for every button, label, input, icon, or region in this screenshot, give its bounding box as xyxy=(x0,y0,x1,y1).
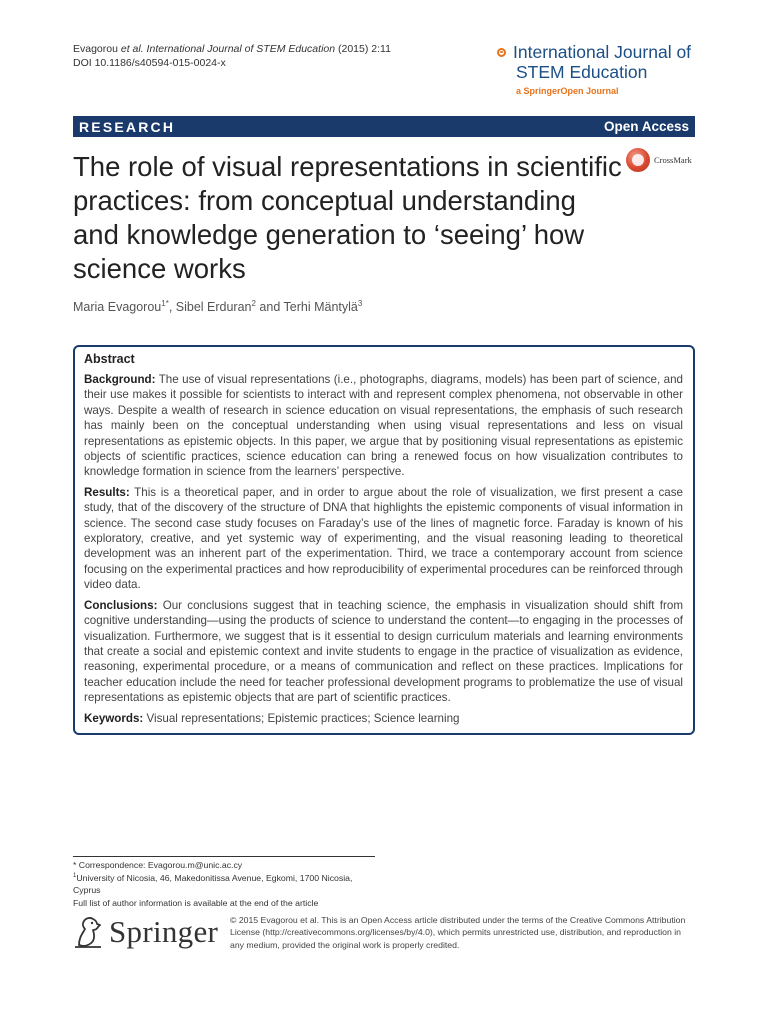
citation-etal: et al. xyxy=(120,43,144,55)
abstract-keywords xyxy=(84,711,683,726)
footnote-divider xyxy=(73,856,375,857)
citation-volume: (2015) 2:11 xyxy=(335,43,391,55)
article-title: The role of visual representations in scientific practices: from conceptual understanding and knowledge generation to ‘seeing’ how science works xyxy=(73,151,622,284)
crossmark-icon xyxy=(626,148,650,172)
journal-logo[interactable] xyxy=(497,42,697,96)
article-type-banner xyxy=(73,116,695,137)
springer-wordmark: Springer xyxy=(109,914,219,949)
abstract-heading: Abstract xyxy=(84,352,135,366)
keywords-text: Visual representations; Epistemic practices; Science learning xyxy=(143,711,460,725)
author-name[interactable]: and Terhi Mäntylä xyxy=(255,300,358,314)
author-affiliation-sup: 3 xyxy=(357,298,363,308)
springer-logo[interactable] xyxy=(73,914,218,950)
abstract-box xyxy=(73,345,695,735)
author-list xyxy=(73,300,362,314)
background-label: Background: xyxy=(84,373,156,386)
conclusions-text: Our conclusions suggest that in teaching science, the emphasis in visualization should shift from cognitive understanding—using the products of science to understand the content—to engaging in the processes of visualization. Furthermore, we suggest that is it essential to design curriculum materials and learning environments that create a social and epistemic context and invite students to engage in the practice of visualization as evidence, reasoning, experimental procedure, or a means of communication and reflect on these practices. Implications for teacher education include the need for teacher professional development programs to problematize the use of visual representations as epistemic objects that are part of scientific practices. xyxy=(84,598,683,705)
author-info-note: Full list of author information is available at the end of the article xyxy=(73,897,319,908)
correspondence-note[interactable]: * Correspondence: Evagorou.m@unic.ac.cy xyxy=(73,860,243,870)
affiliation-note xyxy=(73,872,352,885)
license-statement: © 2015 Evagorou et al. This is an Open Access article distributed under the terms of the Creative Commons Attribution License (http://creativecommons.org/licenses/by/4.0), which permits unrestricted use, distribution, and reproduction in any medium, provided the original work is properly credited. xyxy=(230,915,686,950)
abstract-results xyxy=(84,485,683,593)
crossmark-label: CrossMark xyxy=(654,155,692,165)
journal-name-line2: STEM Education xyxy=(516,62,648,82)
author-affiliation-sup: 2 xyxy=(251,298,256,308)
affiliation-country: Cyprus xyxy=(73,885,101,895)
affiliation-sup: 1 xyxy=(73,872,77,879)
journal-name-line1: International Journal of xyxy=(513,42,692,62)
keywords-label: Keywords: xyxy=(84,711,144,725)
crossmark-badge[interactable] xyxy=(626,148,692,172)
article-meta xyxy=(73,42,391,70)
results-text: This is a theoretical paper, and in order to argue about the role of visualization, we first present a case study, that of the discovery of the structure of DNA that highlights the epistemic components of visual information in science. The second case study focuses on Faraday’s use of the lines of magnetic force. Faraday is known of his exploratory, creative, and yet systemic way of experimenting, and the visual reasoning leading to theoretical development was an inherent part of the experimentation. Third, we trace a contemporary account from science focusing on the experimental practices and how reproducibility of experimental procedures can be reinforced through video data. xyxy=(84,485,683,592)
open-access-label[interactable]: Open Access xyxy=(603,119,689,134)
doi[interactable]: DOI 10.1186/s40594-015-0024-x xyxy=(73,57,226,69)
author-affiliation-sup: 1* xyxy=(161,298,169,308)
citation-line xyxy=(73,42,391,56)
abstract-conclusions xyxy=(84,598,683,706)
results-label: Results: xyxy=(84,485,130,499)
affiliation-text: University of Nicosia, 46, Makedonitissa Avenue, Egkomi, 1700 Nicosia, xyxy=(76,872,353,883)
citation-author: Evagorou xyxy=(73,43,121,55)
journal-subtitle: a SpringerOpen Journal xyxy=(516,86,619,96)
abstract-background xyxy=(84,372,683,480)
article-type-label: RESEARCH xyxy=(79,118,176,135)
citation-journal: International Journal of STEM Education xyxy=(143,43,336,55)
author-name[interactable]: Maria Evagorou xyxy=(73,300,162,314)
author-name[interactable]: , Sibel Erduran xyxy=(168,300,252,314)
background-text: The use of visual representations (i.e., photographs, diagrams, models) has been part of science, and their use makes it possible for scientists to interact with and represent complex phenomena, not observable in other ways. Despite a wealth of research in science education on visual representations, the emphasis of such research has mainly been on the conceptual understanding when using visual representations and less on visual representations as epistemic objects. In this paper, we argue that by positioning visual representations as epistemic objects of scientific practices, science education can bring a renewed focus on how visualization contributes to knowledge formation in science from the learners’ perspective. xyxy=(84,373,683,479)
springeropen-dot-icon xyxy=(497,48,506,57)
footnotes xyxy=(73,859,352,909)
springer-horse-icon xyxy=(73,915,103,949)
conclusions-label: Conclusions: xyxy=(84,598,158,612)
